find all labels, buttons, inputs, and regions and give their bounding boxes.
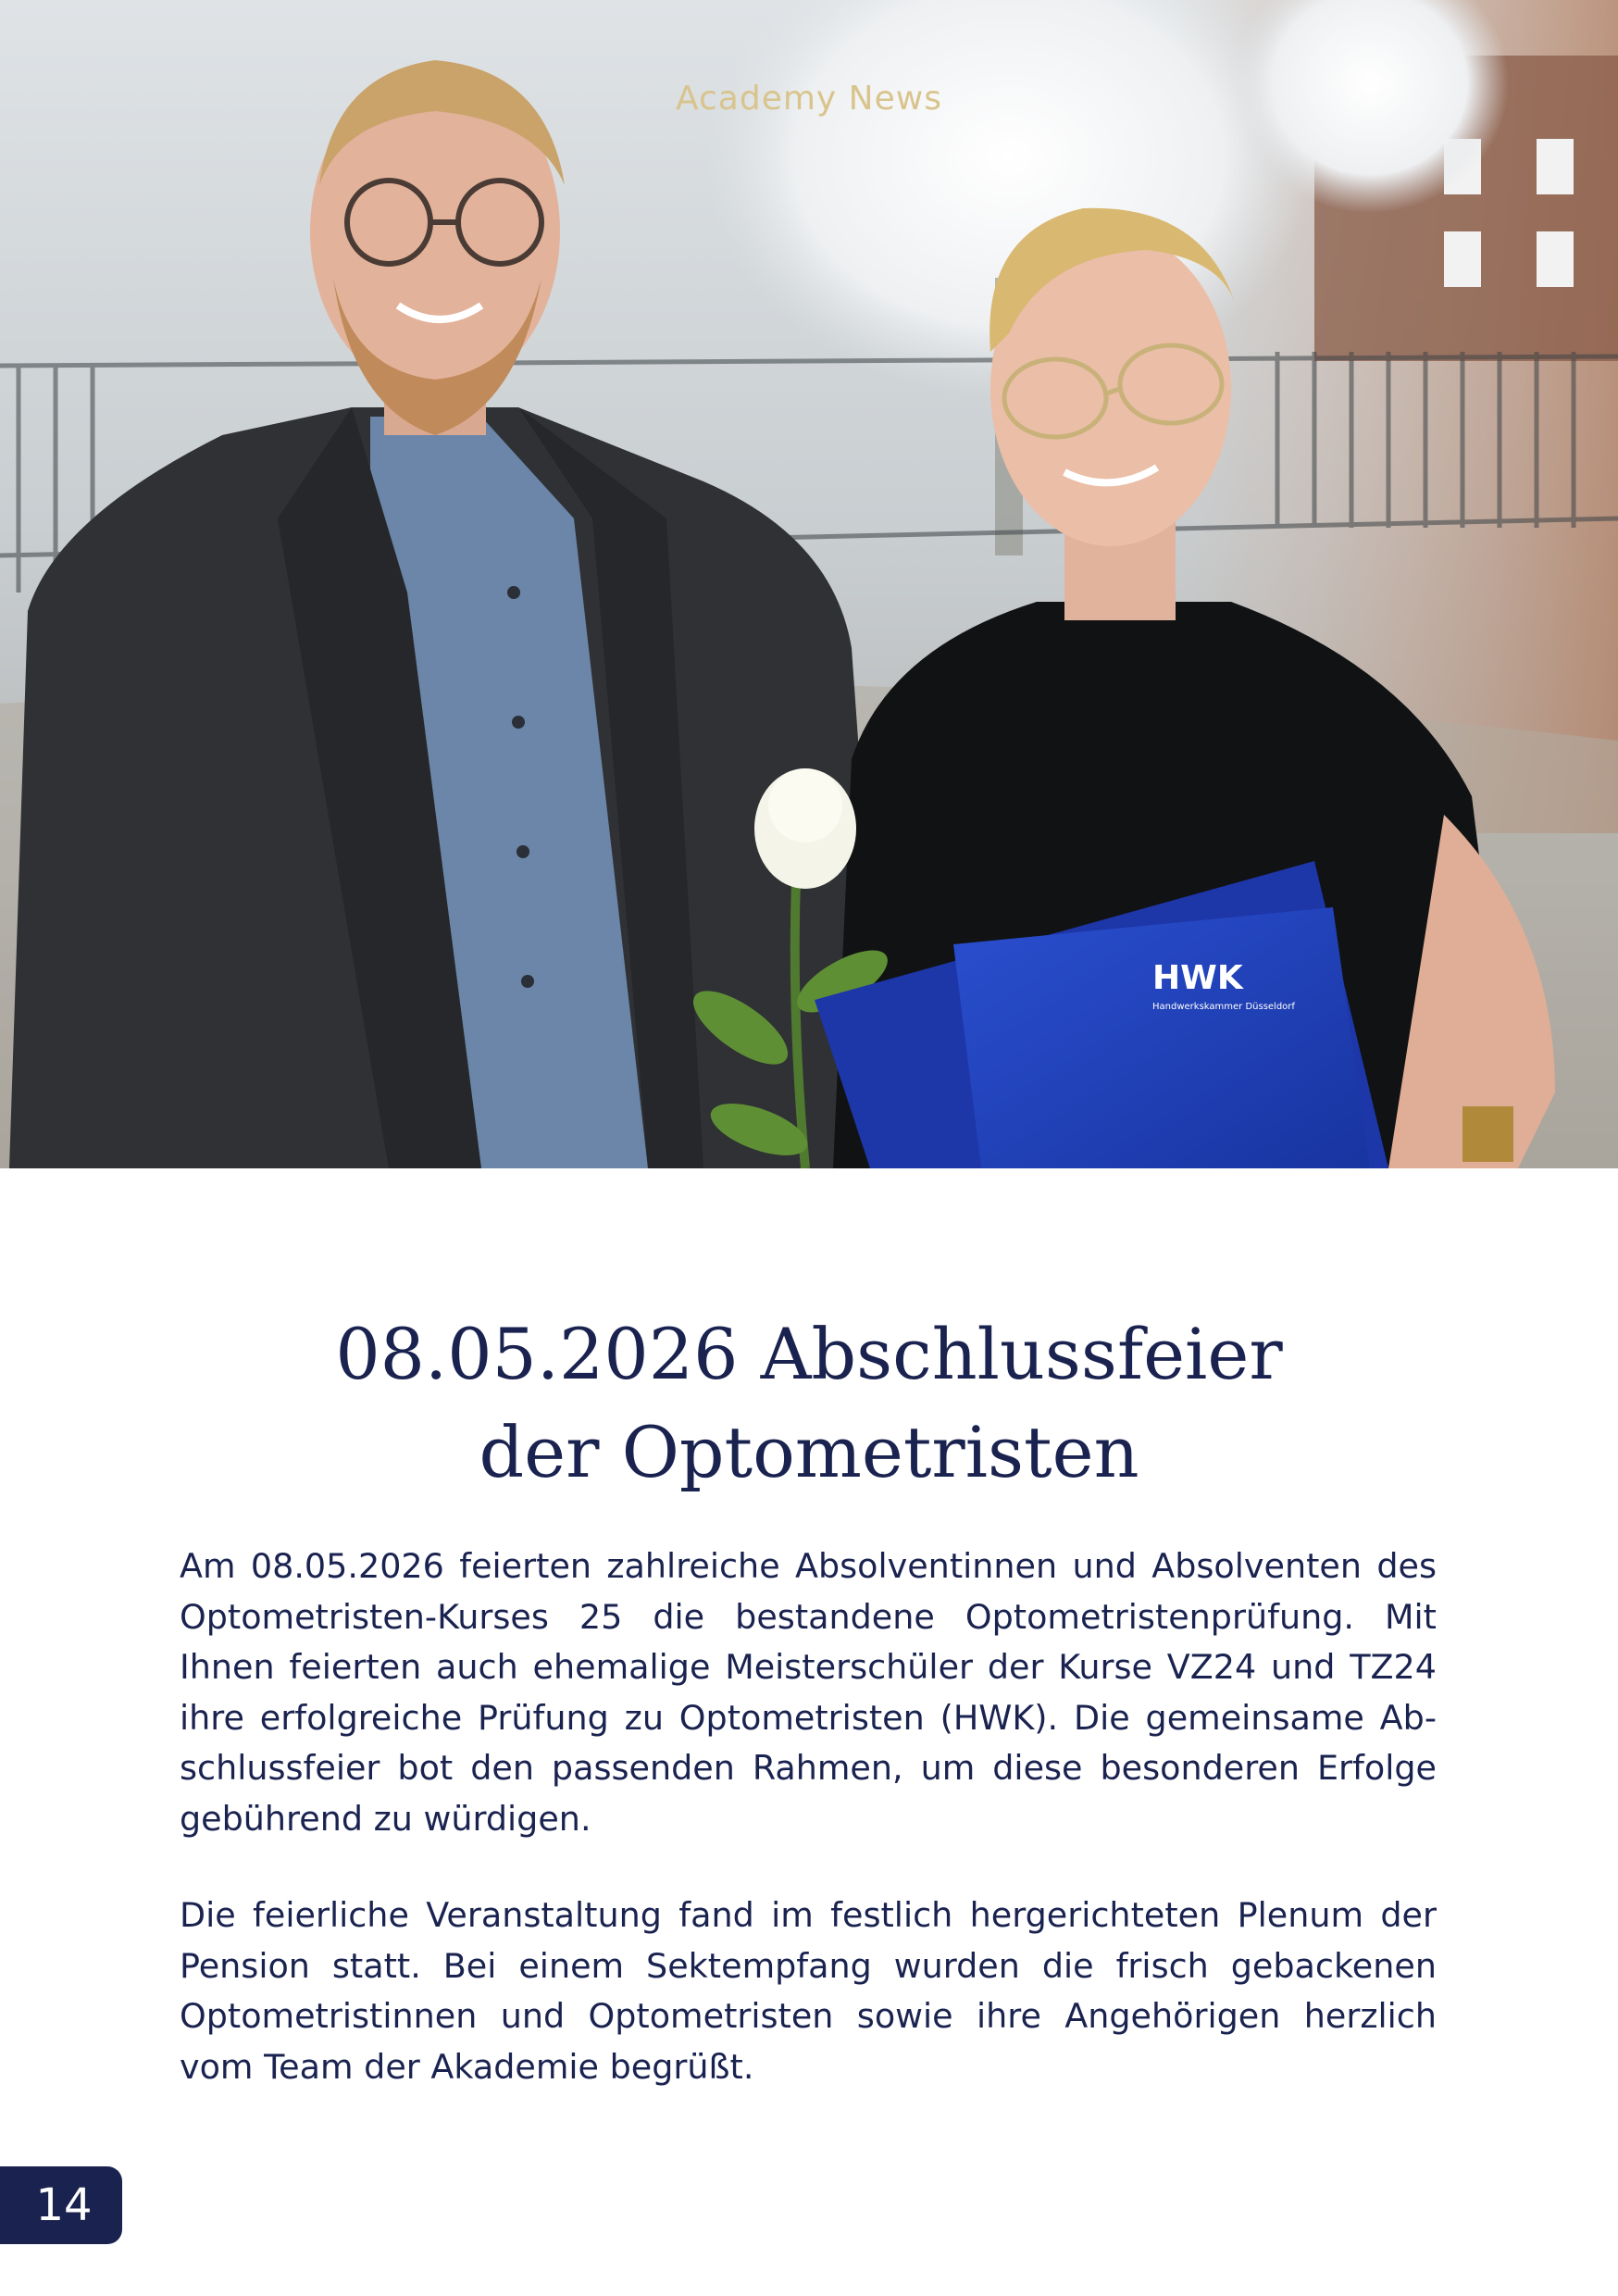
folder-subtext: Handwerkskammer Düsseldorf bbox=[1152, 1002, 1295, 1012]
article-paragraph-2: Die feierliche Veranstaltung fand im festlich hergerichteten Plenum der Pension statt. Bei einem Sektempfang wurden die frisch gebackenen Optometristinnen und Optometristen sowie ihre Angehörigen herzlich vom Team der Akademie begrüßt. bbox=[180, 1895, 1437, 2087]
article-paragraph-1: Am 08.05.2026 feierten zahlreiche Absolventinnen und Absolventen des Optometristen-Kurses 25 die bestandene Optometristenprüfung. Mit Ihnen feierten auch ehemalige Meisterschüler der Kurse VZ24 und TZ24 ihre erfolgreiche Prüfung zu Optometristen (HWK). Die gemeinsame Abschlussfeier bot den passenden Rahmen, um diese besonderen Erfolge gebührend zu würdigen. bbox=[180, 1546, 1437, 1839]
article-body bbox=[180, 1541, 1437, 2139]
article-title bbox=[161, 1305, 1457, 1502]
section-kicker: Academy News bbox=[676, 80, 942, 118]
folder-logo: HWK bbox=[1152, 959, 1243, 997]
article-title-line-2: der Optometristen bbox=[479, 1411, 1139, 1493]
article-title-line-1: 08.05.2026 Abschlussfeier bbox=[335, 1313, 1283, 1395]
page-number-badge: 14 bbox=[0, 2166, 122, 2244]
